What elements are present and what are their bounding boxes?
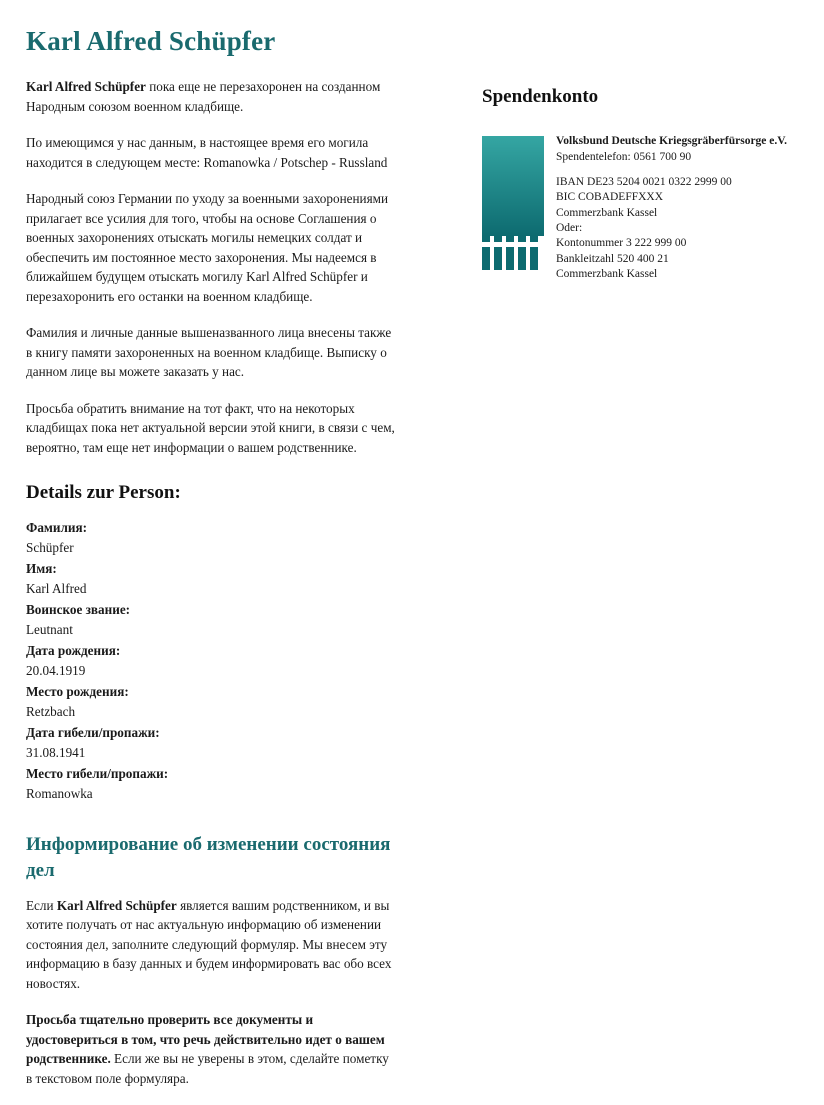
detail-label-rank: Воинское звание:	[26, 601, 131, 617]
page-title: Karl Alfred Schüpfer	[26, 26, 276, 56]
donation-column	[396, 26, 794, 289]
detail-value-rank: Leutnant	[26, 621, 73, 637]
detail-label-surname: Фамилия:	[26, 519, 88, 535]
bic: BIC COBADEFFXXX	[556, 191, 664, 204]
donation-body	[482, 134, 794, 289]
change-paragraph-1-post: является вашим родственником, и вы хотите получать от нас актуальную информацию об изменении состояния дел, заполните следующий формуляр. Мы внесем эту информацию в базу данных и будем информировать вас обо всех новостях.	[26, 897, 392, 991]
spacer	[556, 166, 787, 175]
detail-value-birthplace: Retzbach	[26, 704, 76, 720]
or-label: Oder:	[556, 222, 583, 235]
change-paragraph-1-pre: Если	[26, 897, 57, 913]
change-notification-heading: Информирование об изменении состояния дел	[26, 834, 391, 882]
person-details-list	[26, 518, 396, 805]
bank-details	[556, 134, 787, 283]
detail-value-deathdate: 31.08.1941	[26, 745, 86, 761]
change-paragraph-2-bold: Просьба тщательно проверить все документы и удостовериться в том, что речь действительно идет о вашем родственнике.	[26, 1012, 385, 1067]
donation-phone: Spendentelefon: 0561 700 90	[556, 151, 692, 164]
detail-label-firstname: Имя:	[26, 560, 57, 576]
page-columns	[26, 26, 794, 1105]
organization-name: Volksbund Deutsche Kriegsgräberfürsorge e.V.	[556, 135, 787, 147]
iban: IBAN DE23 5204 0021 0322 2999 00	[556, 175, 732, 188]
change-paragraph-1	[26, 896, 396, 994]
change-paragraph-2	[26, 1010, 396, 1088]
detail-label-deathplace: Место гибели/пропажи:	[26, 766, 169, 782]
intro-paragraph-1-text: пока еще не перезахоронен на созданном Народным союзом военном кладбище.	[26, 79, 381, 114]
intro-paragraph-4: Фамилия и личные данные вышеназванного лица внесены также в книгу памяти захороненных на военном кладбище. Выписку о данном лице вы можете заказать у нас.	[26, 325, 392, 380]
detail-value-deathplace: Romanowka	[26, 786, 93, 802]
detail-value-surname: Schüpfer	[26, 539, 74, 555]
donation-heading: Spendenkonto	[482, 86, 599, 107]
detail-label-birthplace: Место рождения:	[26, 684, 129, 699]
person-name-bold: Karl Alfred Schüpfer	[26, 79, 146, 94]
details-heading: Details zur Person:	[26, 481, 181, 503]
account-number: Kontonummer 3 222 999 00	[556, 237, 687, 250]
bank-code: Bankleitzahl 520 400 21	[556, 252, 669, 265]
change-paragraph-1-name: Karl Alfred Schüpfer	[56, 897, 177, 913]
detail-value-firstname: Karl Alfred	[26, 580, 87, 596]
volksbund-cross-logo	[482, 134, 544, 289]
intro-paragraph-5: Просьба обратить внимание на тот факт, что на некоторых кладбищах пока нет актуальной версии этой книги, в связи с чем, вероятно, там еще нет информации о вашем родственнике.	[26, 400, 395, 455]
detail-label-deathdate: Дата гибели/пропажи:	[26, 725, 160, 741]
intro-paragraph-1	[26, 77, 396, 116]
change-paragraph-2-rest: Если же вы не уверены в этом, сделайте пометку в текстовом поле формуляра.	[26, 1051, 389, 1086]
detail-value-birthdate: 20.04.1919	[26, 662, 86, 678]
detail-label-birthdate: Дата рождения:	[26, 642, 121, 658]
intro-paragraph-2: По имеющимся у нас данным, в настоящее время его могила находится в следующем месте: Romanowka / Potschep - Russland	[26, 135, 388, 170]
intro-paragraph-3: Народный союз Германии по уходу за военными захоронениями прилагает все усилия для того, чтобы на основе Соглашения о военных захоронениях отыскать могилы немецких солдат и обеспечить им постоянное место захоронения. Мы надеемся в ближайшем будущем отыскать могилу Karl Alfred Schüpfer и перезахоронить его останки на военном кладбище.	[26, 191, 389, 304]
bank-name-2: Commerzbank Kassel	[556, 268, 658, 281]
main-column	[26, 26, 396, 1105]
bank-name: Commerzbank Kassel	[556, 206, 658, 219]
